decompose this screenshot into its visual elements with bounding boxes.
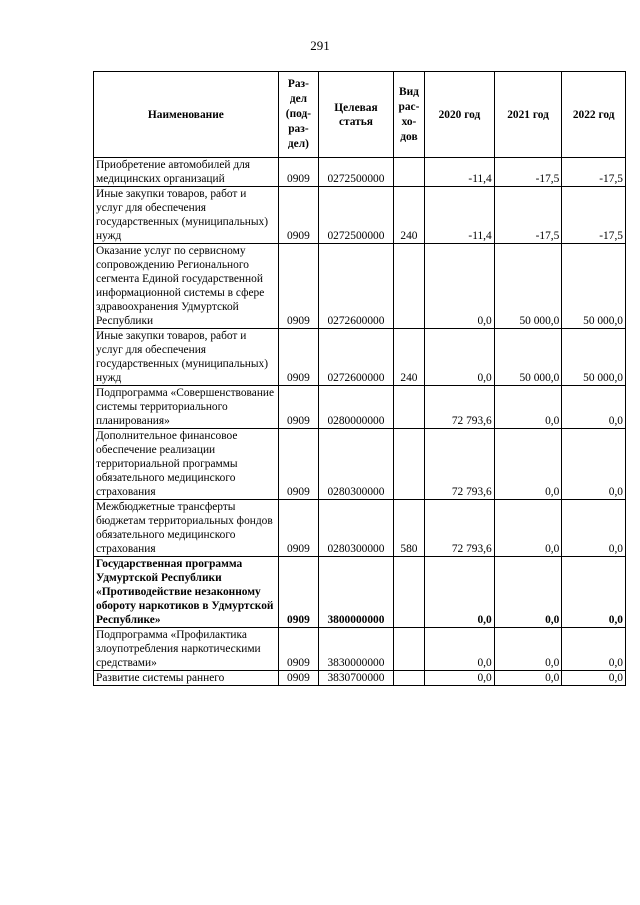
row-expense-type <box>393 557 424 628</box>
row-target: 0280300000 <box>319 429 394 500</box>
row-expense-type: 240 <box>393 329 424 386</box>
row-target: 0272600000 <box>319 244 394 329</box>
row-value-2022: -17,5 <box>562 158 626 187</box>
table-body <box>94 158 626 686</box>
row-section: 0909 <box>278 187 318 244</box>
row-value-2022: 50 000,0 <box>562 244 626 329</box>
row-expense-type: 240 <box>393 187 424 244</box>
table-row <box>94 329 626 386</box>
row-target: 0272600000 <box>319 329 394 386</box>
row-value-2020: 72 793,6 <box>425 386 495 429</box>
row-value-2022: 0,0 <box>562 671 626 686</box>
row-value-2020: 0,0 <box>425 329 495 386</box>
page-number: 291 <box>310 38 330 53</box>
row-name: Межбюджетные трансферты бюджетам территориальных фондов обязательного медицинского страхования <box>94 500 279 557</box>
row-name: Развитие системы раннего <box>94 671 279 686</box>
row-target: 3830000000 <box>319 628 394 671</box>
row-value-2022: 0,0 <box>562 386 626 429</box>
row-name: Иные закупки товаров, работ и услуг для обеспечения государственных (муниципальных) нужд <box>94 329 279 386</box>
row-target: 3830700000 <box>319 671 394 686</box>
row-expense-type <box>393 628 424 671</box>
row-value-2021: 50 000,0 <box>494 244 562 329</box>
row-section: 0909 <box>278 429 318 500</box>
row-expense-type <box>393 386 424 429</box>
row-value-2021: 0,0 <box>494 557 562 628</box>
row-value-2022: 0,0 <box>562 557 626 628</box>
table-row <box>94 671 626 686</box>
row-value-2020: 72 793,6 <box>425 429 495 500</box>
row-section: 0909 <box>278 628 318 671</box>
row-value-2020: 0,0 <box>425 671 495 686</box>
row-section: 0909 <box>278 244 318 329</box>
row-value-2021: 0,0 <box>494 429 562 500</box>
row-value-2022: 0,0 <box>562 628 626 671</box>
row-value-2021: 0,0 <box>494 671 562 686</box>
row-expense-type <box>393 429 424 500</box>
row-name: Оказание услуг по сервисному сопровождению Регионального сегмента Единой государственной информационной системы в сфере здравоохранения Удмуртской Республики <box>94 244 279 329</box>
table-row <box>94 244 626 329</box>
row-value-2021: -17,5 <box>494 158 562 187</box>
row-name: Дополнительное финансовое обеспечение реализации территориальной программы обязательного медицинского страхования <box>94 429 279 500</box>
row-name: Приобретение автомобилей для медицинских организаций <box>94 158 279 187</box>
row-value-2020: -11,4 <box>425 187 495 244</box>
row-target: 3800000000 <box>319 557 394 628</box>
row-expense-type <box>393 158 424 187</box>
table-header-row <box>94 72 626 158</box>
row-target: 0280300000 <box>319 500 394 557</box>
row-value-2020: 0,0 <box>425 557 495 628</box>
row-name: Подпрограмма «Совершенствование системы территориального планирования» <box>94 386 279 429</box>
row-expense-type <box>393 244 424 329</box>
row-value-2022: 0,0 <box>562 429 626 500</box>
table-row <box>94 628 626 671</box>
row-name: Подпрограмма «Профилактика злоупотребления наркотическими средствами» <box>94 628 279 671</box>
header-2020: 2020 год <box>425 72 495 158</box>
row-value-2022: 50 000,0 <box>562 329 626 386</box>
header-expense-type: Вид рас- хо- дов <box>393 72 424 158</box>
row-value-2020: 0,0 <box>425 244 495 329</box>
row-section: 0909 <box>278 557 318 628</box>
row-value-2021: 0,0 <box>494 628 562 671</box>
row-section: 0909 <box>278 329 318 386</box>
table-row <box>94 557 626 628</box>
row-value-2021: -17,5 <box>494 187 562 244</box>
row-value-2020: -11,4 <box>425 158 495 187</box>
row-target: 0280000000 <box>319 386 394 429</box>
header-target: Целевая статья <box>319 72 394 158</box>
table-row <box>94 187 626 244</box>
row-expense-type: 580 <box>393 500 424 557</box>
header-2021: 2021 год <box>494 72 562 158</box>
row-section: 0909 <box>278 671 318 686</box>
row-expense-type <box>393 671 424 686</box>
row-value-2020: 0,0 <box>425 628 495 671</box>
row-name: Иные закупки товаров, работ и услуг для обеспечения государственных (муниципальных) нужд <box>94 187 279 244</box>
row-section: 0909 <box>278 500 318 557</box>
row-value-2022: -17,5 <box>562 187 626 244</box>
header-2022: 2022 год <box>562 72 626 158</box>
row-value-2020: 72 793,6 <box>425 500 495 557</box>
header-section: Раз- дел (под- раз- дел) <box>278 72 318 158</box>
row-value-2022: 0,0 <box>562 500 626 557</box>
table-row <box>94 158 626 187</box>
row-value-2021: 50 000,0 <box>494 329 562 386</box>
row-value-2021: 0,0 <box>494 500 562 557</box>
row-name: Государственная программа Удмуртской Республики «Противодействие незаконному обороту наркотиков в Удмуртской Республике» <box>94 557 279 628</box>
row-target: 0272500000 <box>319 158 394 187</box>
row-section: 0909 <box>278 158 318 187</box>
table-row <box>94 429 626 500</box>
header-name: Наименование <box>94 72 279 158</box>
row-target: 0272500000 <box>319 187 394 244</box>
row-value-2021: 0,0 <box>494 386 562 429</box>
table-row <box>94 386 626 429</box>
table-row <box>94 500 626 557</box>
budget-table <box>93 71 626 686</box>
row-section: 0909 <box>278 386 318 429</box>
